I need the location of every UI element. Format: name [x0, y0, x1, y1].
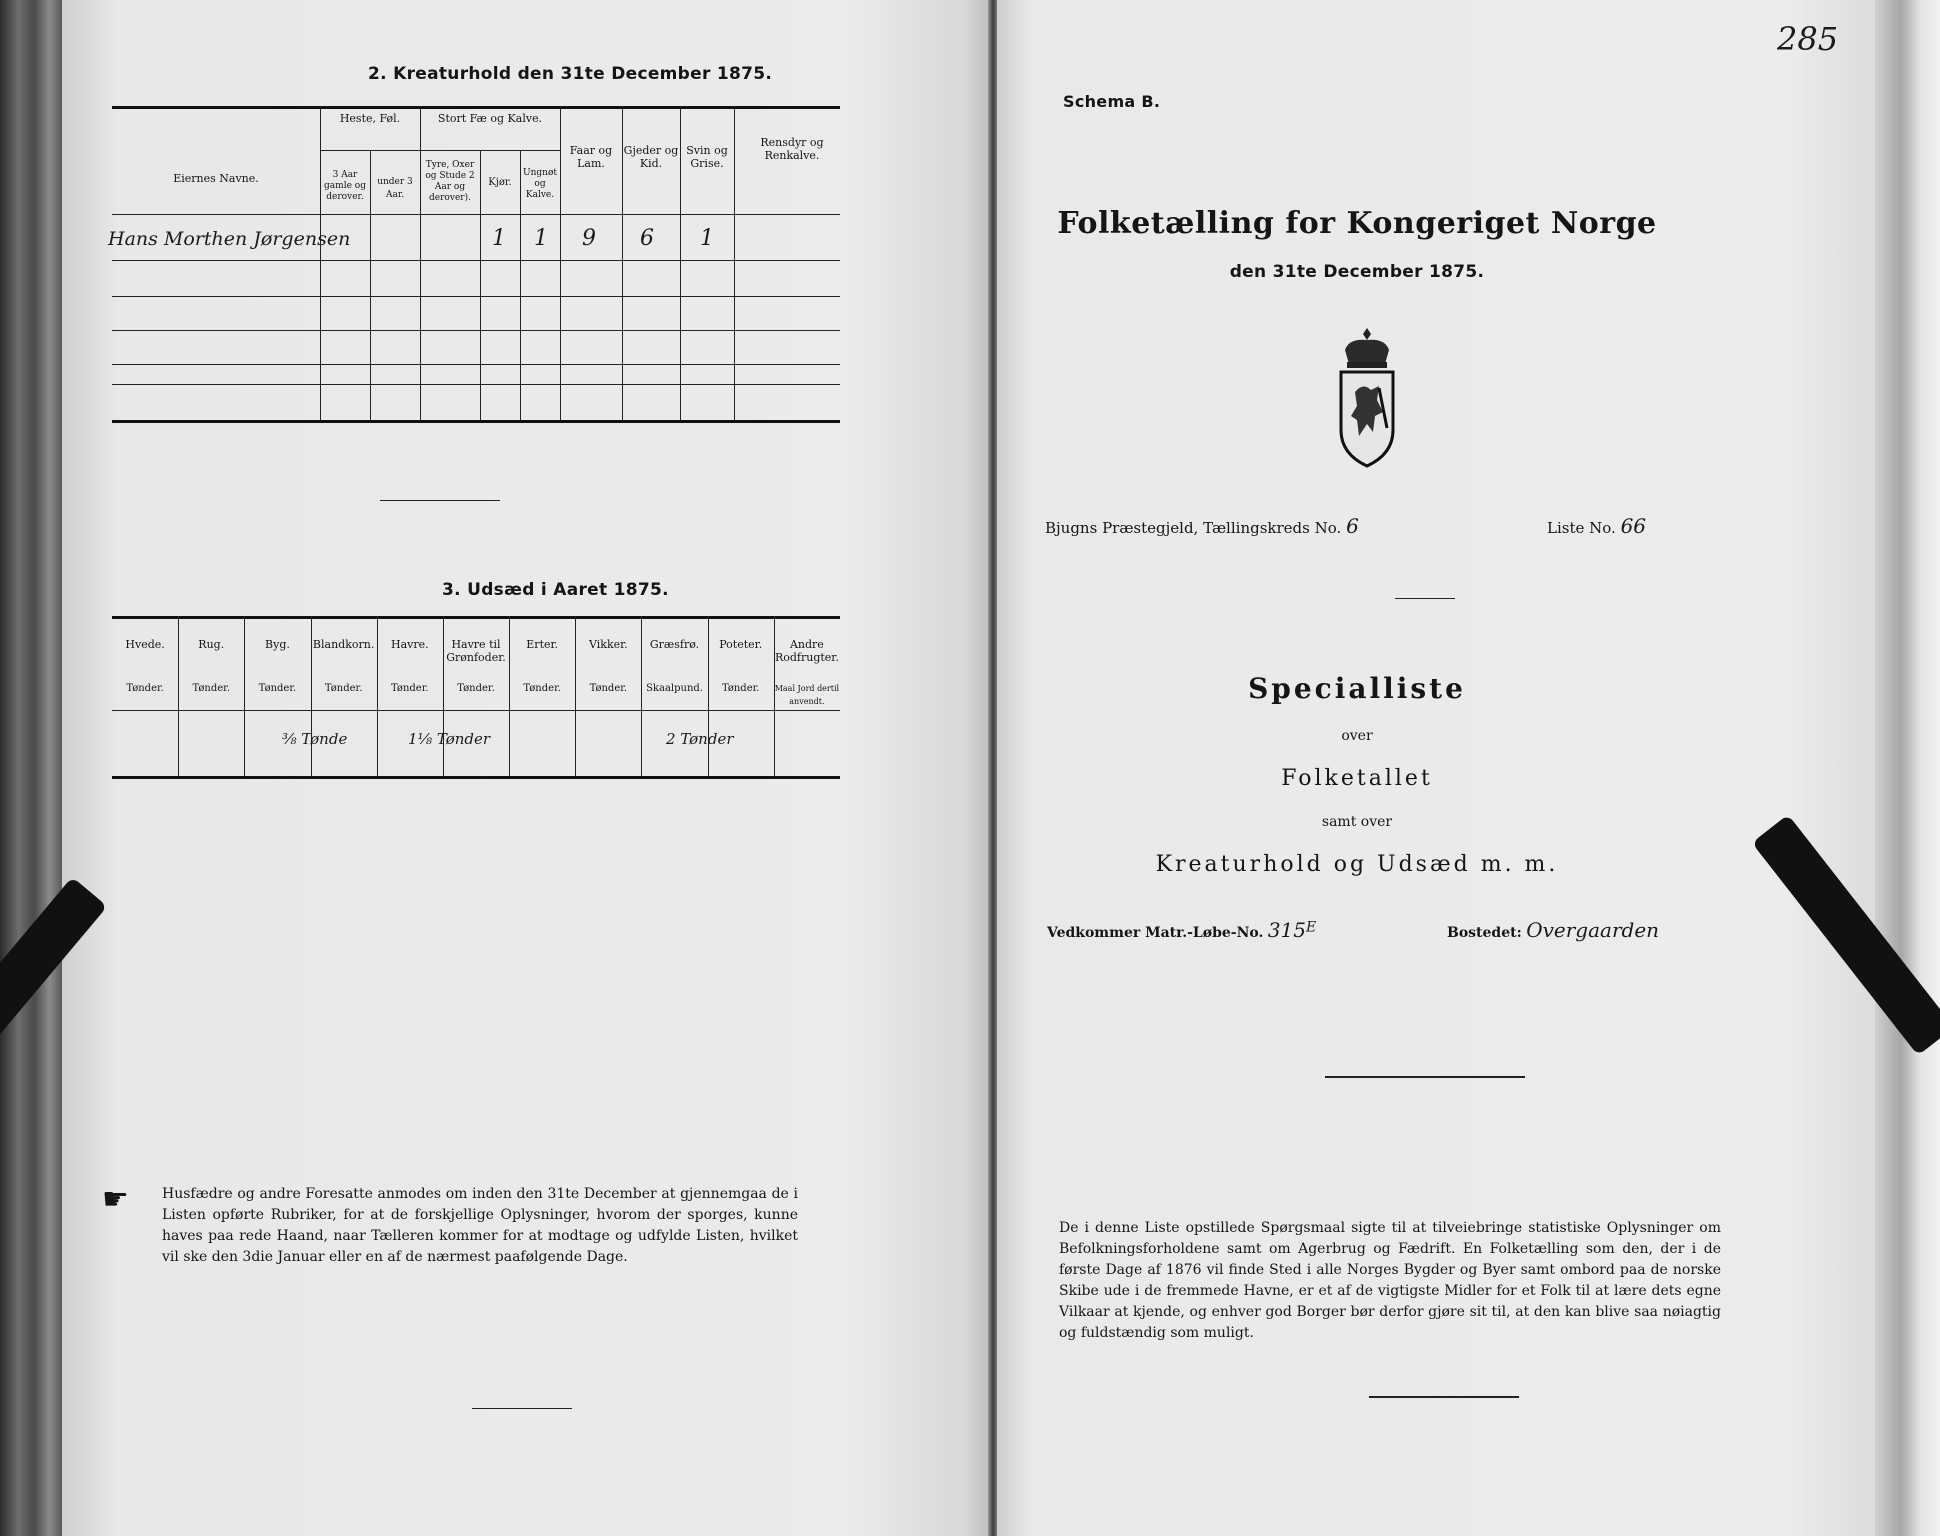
prestegjeld: Bjugns Præstegjeld,	[1045, 519, 1199, 537]
census-date: den 31te December 1875.	[1229, 262, 1485, 282]
table2-row-rule	[112, 384, 840, 385]
table3-header-5: Havre til Grønfoder.	[446, 638, 506, 664]
main-title: Folketælling for Kongeriget Norge	[1057, 206, 1657, 241]
bosted-line	[1447, 918, 1659, 942]
bosted-label: Bostedet:	[1447, 925, 1522, 941]
table3-unit-6: Tønder.	[523, 683, 561, 694]
specialliste-title: Specialliste	[1248, 672, 1466, 705]
cell-poteter: 2 Tønder	[666, 730, 734, 748]
table3-unit-8: Skaalpund.	[646, 683, 703, 694]
kreds-value: 6	[1346, 514, 1359, 538]
liste-value: 66	[1620, 514, 1647, 538]
table3-header-rule	[112, 710, 840, 711]
section2-title: 2. Kreaturhold den 31te December 1875.	[368, 64, 773, 84]
header-tyre: Tyre, Oxer og Stude 2 Aar og derover).	[425, 160, 475, 203]
table3-bottom-rule	[112, 776, 840, 779]
bottom-divider	[472, 1408, 572, 1409]
table3-header-8: Græsfrø.	[649, 638, 700, 651]
table3-header-2: Byg.	[265, 638, 290, 651]
table3-unit-10: Maal Jord dertil anvendt.	[774, 684, 840, 706]
cell-svin: 1	[700, 226, 714, 251]
table3-header-10: Andre Rodfrugter.	[774, 638, 839, 664]
over-label: over	[1341, 728, 1373, 744]
table3-header-9: Poteter.	[719, 638, 763, 651]
cell-faar: 9	[582, 226, 596, 251]
page-number: 285	[1777, 20, 1839, 58]
table3-unit-9: Tønder.	[721, 683, 760, 694]
right-page	[997, 0, 1875, 1536]
samt-over-label: samt over	[1321, 814, 1393, 830]
table3-unit-1: Tønder.	[192, 683, 231, 694]
matr-suffix: E	[1306, 919, 1317, 936]
table3-header-0: Hvede.	[125, 638, 165, 651]
table3-unit-5: Tønder.	[457, 683, 495, 694]
table3-top-rule	[112, 616, 840, 619]
divider-mid	[1325, 1076, 1525, 1078]
book-spine-left	[0, 0, 62, 1536]
table3-unit-3: Tønder.	[324, 683, 363, 694]
divider-bottom	[1369, 1396, 1519, 1398]
owner-name-handwritten: Hans Morthen Jørgensen	[108, 228, 351, 250]
table2-top-rule	[112, 106, 840, 109]
table2-row-rule	[112, 330, 840, 331]
matr-value: 315	[1267, 918, 1306, 942]
folketallet-label: Folketallet	[1281, 766, 1433, 791]
table3-header-7: Vikker.	[589, 638, 628, 651]
table3-header-1: Rug.	[198, 638, 225, 651]
table2-row-rule	[112, 296, 840, 297]
notice-paragraph: Husfædre og andre Foresatte anmodes om inden den 31te December at gjennemgaa de i Listen opførte Rubriker, for at de forskjellige Oplysninger, hvorom der sporges, kunne haves paa rede Haand, naar Tælleren kommer for at modtage og udfylde Listen, hvilket vil ske den 3die Januar eller en af de nærmest paafølgende Dage.	[162, 1186, 798, 1265]
liste-label: Liste No.	[1547, 519, 1616, 537]
table2-row-rule	[112, 260, 840, 261]
header-heste-under3: under 3 Aar.	[377, 177, 413, 200]
kreds-label: Tællingskreds No.	[1203, 519, 1342, 537]
header-rensdyr: Rensdyr og Renkalve.	[760, 136, 824, 162]
table3-unit-0: Tønder.	[126, 683, 164, 694]
left-page	[62, 0, 992, 1536]
header-owner-names: Eiernes Navne.	[173, 172, 259, 185]
cell-kjor: 1	[492, 226, 506, 251]
table2-col-rule	[480, 150, 481, 420]
divider-short	[1395, 598, 1455, 599]
matr-label: Vedkommer Matr.-Løbe-No.	[1047, 925, 1264, 941]
kreaturhold-label: Kreaturhold og Udsæd m. m.	[1155, 852, 1559, 877]
table3-header-4: Havre.	[390, 638, 429, 651]
schema-label: Schema B.	[1063, 92, 1161, 111]
header-faar: Faar og Lam.	[569, 144, 613, 170]
header-kjor: Kjør.	[488, 177, 512, 188]
pointing-hand-icon: ☛	[102, 1182, 129, 1217]
section3-title: 3. Udsæd i Aaret 1875.	[442, 580, 669, 600]
norway-coat-of-arms-icon	[1327, 320, 1407, 470]
table3-header-3: Blandkorn.	[312, 638, 375, 651]
table2-col-rule	[320, 106, 321, 420]
table2-bottom-rule	[112, 420, 840, 423]
liste-line	[1547, 514, 1646, 538]
explanation-paragraph: De i denne Liste opstillede Spørgsmaal sigte til at tilveiebringe statistiske Oplysninger om Befolkningsforholdene samt om Agerbrug og Fædrift. En Folketælling som den, der i de første Dage af 1876 vil finde Sted i alle Norges Bygder og Byer samt ombord paa de norske Skibe ude i de fremmede Havne, er et af de vigtigste Midler for et Folk til at lære dets egne Vilkaar at kjende, og enhver god Borger bør derfor gjøre sit til, at den kan blive saa nøiagtig og fuldstændig som muligt.	[1059, 1220, 1721, 1341]
cell-gjeder: 6	[640, 226, 654, 251]
cell-ungnot: 1	[534, 226, 548, 251]
cell-havre: 1⅛ Tønder	[408, 730, 491, 748]
table2-header-rule	[112, 214, 840, 215]
table3-unit-2: Tønder.	[258, 683, 297, 694]
table2-row-rule	[112, 364, 840, 365]
table2-col-rule	[420, 106, 421, 420]
header-ungnot: Ungnøt og Kalve.	[523, 168, 557, 200]
cell-byg: ⅜ Tønde	[282, 730, 348, 748]
table2-subheader-rule	[320, 150, 560, 151]
header-heste-3aar: 3 Aar gamle og derover.	[324, 170, 366, 202]
prestegjeld-line	[1045, 514, 1359, 538]
page-edges-right	[1875, 0, 1940, 1536]
header-stort-fae: Stort Fæ og Kalve.	[437, 112, 543, 125]
section-divider	[380, 500, 500, 501]
table3-unit-7: Tønder.	[589, 683, 628, 694]
header-svin: Svin og Grise.	[686, 144, 728, 170]
bosted-value: Overgaarden	[1526, 918, 1660, 942]
table3-unit-4: Tønder.	[391, 683, 429, 694]
table3-header-6: Erter.	[526, 638, 559, 651]
matr-line	[1047, 918, 1316, 942]
header-heste: Heste, Føl.	[339, 112, 401, 125]
header-gjeder: Gjeder og Kid.	[623, 144, 679, 170]
